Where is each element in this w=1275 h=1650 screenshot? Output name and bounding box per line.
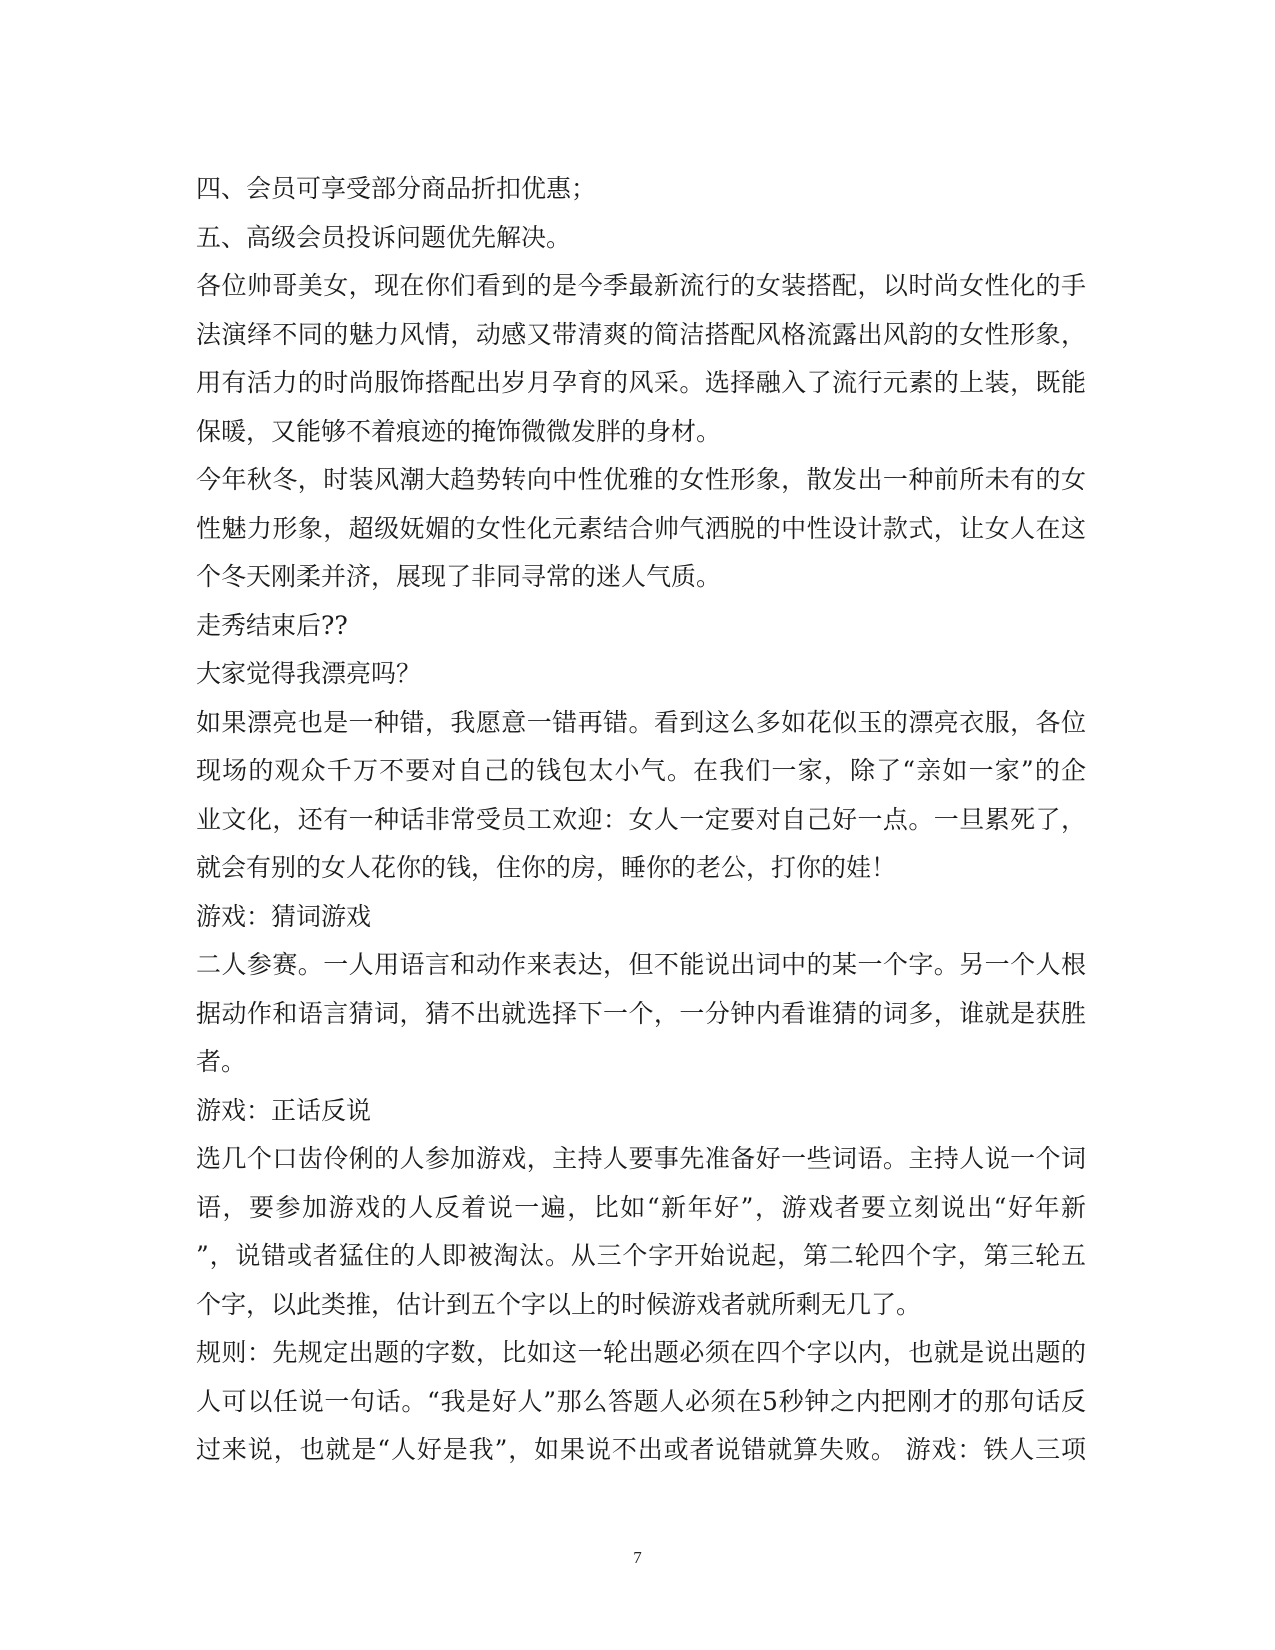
- page-body: [196, 165, 1086, 1475]
- text-line: 个冬天刚柔并济，展现了非同寻常的迷人气质。: [196, 562, 722, 591]
- text-line: 性魅力形象，超级妩媚的女性化元素结合帅气洒脱的中性设计款式，让女人在这: [196, 513, 1086, 543]
- text-line: 各位帅哥美女，现在你们看到的是今季最新流行的女装搭配，以时尚女性化的手: [196, 271, 1086, 300]
- text-line: 现场的观众千万不要对自己的钱包太小气。在我们一家，除了“亲如一家”的企: [196, 756, 1086, 785]
- text-line: 用有活力的时尚服饰搭配出岁月孕育的风采。选择融入了流行元素的上装，既能: [196, 368, 1086, 397]
- text-line: ”，说错或者猛住的人即被淘汰。从三个字开始说起，第二轮四个字，第三轮五: [196, 1241, 1086, 1270]
- text-line: 走秀结束后??: [196, 610, 348, 640]
- text-line: 五、高级会员投诉问题优先解决。: [196, 222, 572, 252]
- text-line: 法演绎不同的魅力风情，动感又带清爽的简洁搭配风格流露出风韵的女性形象，: [196, 319, 1086, 349]
- text-line: 选几个口齿伶俐的人参加游戏，主持人要事先准备好一些词语。主持人说一个词: [196, 1144, 1086, 1173]
- text-line: 大家觉得我漂亮吗？: [196, 659, 422, 688]
- text-line: 据动作和语言猜词，猜不出就选择下一个，一分钟内看谁猜的词多，谁就是获胜: [196, 998, 1086, 1028]
- text-line: 四、会员可享受部分商品折扣优惠；: [196, 174, 597, 203]
- text-line: 游戏：猜词游戏: [196, 901, 372, 931]
- text-line: 语，要参加游戏的人反着说一遍，比如“新年好”，游戏者要立刻说出“好年新: [196, 1192, 1086, 1222]
- text-line: 二人参赛。一人用语言和动作来表达，但不能说出词中的某一个字。另一个人根: [196, 950, 1086, 979]
- text-line: 业文化，还有一种话非常受员工欢迎：女人一定要对自己好一点。一旦累死了，: [196, 804, 1086, 834]
- text-line: 人可以任说一句话。“我是好人”那么答题人必须在5秒钟之内把刚才的那句话反: [196, 1386, 1086, 1416]
- text-line: 保暖，又能够不着痕迹的掩饰微微发胖的身材。: [196, 416, 722, 446]
- text-line: 个字，以此类推，估计到五个字以上的时候游戏者就所剩无几了。: [196, 1289, 922, 1319]
- text-line: 者。: [196, 1047, 247, 1076]
- text-line: 过来说，也就是“人好是我”，如果说不出或者说错就算失败。 游戏：铁人三项: [196, 1435, 1086, 1464]
- text-line: 如果漂亮也是一种错，我愿意一错再错。看到这么多如花似玉的漂亮衣服，各位: [196, 707, 1086, 737]
- text-line: 今年秋冬，时装风潮大趋势转向中性优雅的女性形象，散发出一种前所未有的女: [196, 465, 1086, 494]
- text-line: 游戏：正话反说: [196, 1095, 372, 1125]
- page-number: 7: [633, 1548, 642, 1567]
- text-line: 就会有别的女人花你的钱，住你的房，睡你的老公，打你的娃！: [196, 853, 897, 882]
- text-line: 规则：先规定出题的字数，比如这一轮出题必须在四个字以内，也就是说出题的: [196, 1338, 1086, 1367]
